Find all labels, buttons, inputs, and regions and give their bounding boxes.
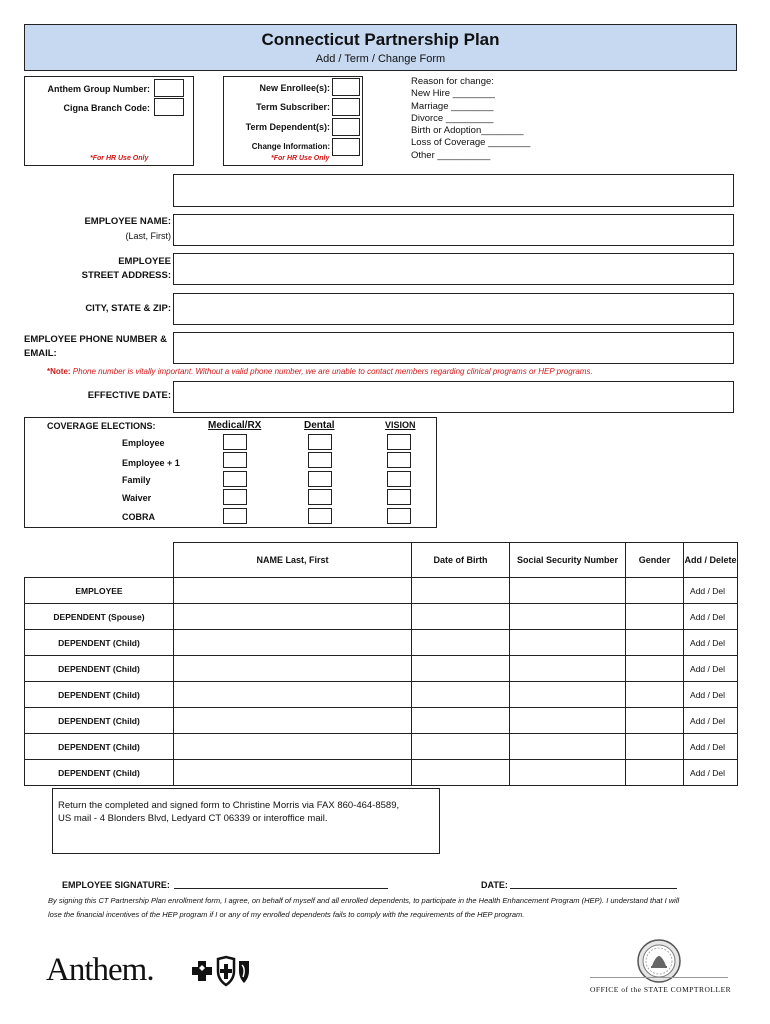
vision-employee-checkbox[interactable] — [387, 434, 411, 450]
effective-date-field[interactable] — [173, 381, 734, 413]
row-cobra: COBRA — [122, 512, 155, 522]
return-line-1: Return the completed and signed form to Christine Morris via FAX 860-464-8589, — [58, 800, 400, 811]
change-info-field[interactable] — [332, 138, 360, 156]
return-line-2: US mail - 4 Blonders Blvd, Ledyard CT 06339 or interoffice mail. — [58, 813, 328, 824]
blank-field[interactable] — [173, 174, 734, 207]
group-number-field[interactable] — [154, 79, 184, 97]
row-label-spouse: DEPENDENT (Spouse) — [25, 604, 174, 630]
col-dental: Dental — [304, 420, 335, 431]
reason-birth-adoption[interactable]: Birth or Adoption________ — [411, 125, 524, 137]
ssn-cell[interactable] — [510, 734, 626, 760]
blue-cross-shield-icon — [190, 955, 252, 987]
state-comptroller-wordmark: OFFICE of the STATE COMPTROLLER — [590, 985, 732, 994]
header-ssn: Social Security Number — [510, 543, 626, 578]
term-subscriber-field[interactable] — [332, 98, 360, 116]
add-del-cell[interactable]: Add / Del — [684, 656, 738, 682]
add-del-cell[interactable]: Add / Del — [684, 760, 738, 786]
gender-cell[interactable] — [626, 656, 684, 682]
phone-note-prefix: *Note: — [47, 367, 71, 376]
table-row — [25, 760, 738, 786]
row-employee-plus-one: Employee + 1 — [122, 458, 180, 468]
row-label-child: DEPENDENT (Child) — [25, 708, 174, 734]
name-cell[interactable] — [174, 604, 412, 630]
return-instructions — [58, 799, 399, 825]
dob-cell[interactable] — [412, 656, 510, 682]
phone-note — [47, 367, 593, 376]
employee-name-label: EMPLOYEE NAME: — [84, 216, 171, 227]
header-name: NAME Last, First — [174, 543, 412, 578]
table-corner — [25, 543, 174, 578]
branch-code-label: Cigna Branch Code: — [63, 103, 150, 113]
return-instructions-box — [52, 788, 440, 854]
name-cell[interactable] — [174, 734, 412, 760]
row-family: Family — [122, 475, 151, 485]
date-label: DATE: — [481, 880, 508, 890]
reason-for-change — [411, 76, 530, 162]
vision-cobra-checkbox[interactable] — [387, 508, 411, 524]
dob-cell[interactable] — [412, 708, 510, 734]
term-dependent-field[interactable] — [332, 118, 360, 136]
employee-name-sublabel: (Last, First) — [125, 231, 171, 241]
add-del-cell[interactable]: Add / Del — [684, 708, 738, 734]
term-subscriber-label: Term Subscriber: — [256, 102, 330, 112]
anthem-wordmark: Anthem. — [46, 952, 154, 988]
table-row — [25, 578, 738, 604]
reason-divorce[interactable]: Divorce _________ — [411, 112, 494, 124]
row-employee: Employee — [122, 438, 165, 448]
hr-use-only-note: *For HR Use Only — [90, 155, 149, 162]
name-cell[interactable] — [174, 760, 412, 786]
gender-cell[interactable] — [626, 682, 684, 708]
gender-cell[interactable] — [626, 760, 684, 786]
header-gender: Gender — [626, 543, 684, 578]
comptroller-rule — [590, 977, 728, 978]
phone-email-field[interactable] — [173, 332, 734, 364]
group-number-label: Anthem Group Number: — [47, 84, 150, 94]
row-label-child: DEPENDENT (Child) — [25, 656, 174, 682]
name-cell[interactable] — [174, 656, 412, 682]
dental-cobra-checkbox[interactable] — [308, 508, 332, 524]
vision-employee-plus-one-checkbox[interactable] — [387, 452, 411, 468]
medical-waiver-checkbox[interactable] — [223, 489, 247, 505]
form-title: Connecticut Partnership Plan — [261, 30, 500, 49]
row-label-child: DEPENDENT (Child) — [25, 682, 174, 708]
medical-employee-checkbox[interactable] — [223, 434, 247, 450]
ssn-cell[interactable] — [510, 604, 626, 630]
gender-cell[interactable] — [626, 578, 684, 604]
header-add-delete: Add / Delete — [684, 543, 738, 578]
reason-loss-coverage[interactable]: Loss of Coverage ________ — [411, 137, 531, 149]
reason-title: Reason for change: — [411, 76, 494, 87]
change-info-label: Change Information: — [251, 142, 330, 151]
phone-email-label-2: EMAIL: — [24, 348, 57, 359]
phone-email-label-1: EMPLOYEE PHONE NUMBER & — [24, 334, 168, 345]
add-del-cell[interactable]: Add / Del — [684, 630, 738, 656]
table-row — [25, 604, 738, 630]
dental-family-checkbox[interactable] — [308, 471, 332, 487]
medical-family-checkbox[interactable] — [223, 471, 247, 487]
form-subtitle: Add / Term / Change Form — [315, 53, 446, 65]
table-header-row — [25, 543, 738, 578]
add-del-cell[interactable]: Add / Del — [684, 734, 738, 760]
branch-code-field[interactable] — [154, 98, 184, 116]
dental-waiver-checkbox[interactable] — [308, 489, 332, 505]
reason-marriage[interactable]: Marriage ________ — [411, 100, 494, 112]
date-line[interactable] — [510, 876, 677, 889]
legal-text: By signing this CT Partnership Plan enrollment form, I agree, on behalf of myself and all enrolled dependents, to participate in the Health Enhancement Program (HEP). I understand that I will lose the financial incentives of the HEP program if I or any of my enrolled dependents fails to comply with the requirements of the HEP program. — [48, 896, 680, 919]
dob-cell[interactable] — [412, 682, 510, 708]
ssn-cell[interactable] — [510, 578, 626, 604]
city-state-zip-label: CITY, STATE & ZIP: — [85, 303, 171, 314]
name-cell[interactable] — [174, 630, 412, 656]
city-state-zip-field[interactable] — [173, 293, 734, 325]
add-del-cell[interactable]: Add / Del — [684, 578, 738, 604]
row-label-child: DEPENDENT (Child) — [25, 630, 174, 656]
ssn-cell[interactable] — [510, 630, 626, 656]
dependents-table — [24, 542, 738, 786]
table-row — [25, 630, 738, 656]
gender-cell[interactable] — [626, 708, 684, 734]
col-vision: VISION — [385, 420, 416, 430]
gender-cell[interactable] — [626, 734, 684, 760]
dob-cell[interactable] — [412, 604, 510, 630]
signature-line[interactable] — [174, 876, 388, 889]
add-del-cell[interactable]: Add / Del — [684, 682, 738, 708]
dob-cell[interactable] — [412, 734, 510, 760]
gender-cell[interactable] — [626, 604, 684, 630]
dental-employee-plus-one-checkbox[interactable] — [308, 452, 332, 468]
table-row — [25, 656, 738, 682]
header-dob: Date of Birth — [412, 543, 510, 578]
table-row — [25, 734, 738, 760]
ssn-cell[interactable] — [510, 760, 626, 786]
dob-cell[interactable] — [412, 630, 510, 656]
phone-note-text: Phone number is vitally important. Without a valid phone number, we are unable to contact members regarding clinical programs or HEP programs. — [70, 367, 593, 376]
reason-new-hire[interactable]: New Hire ________ — [411, 88, 495, 100]
anthem-logo — [46, 952, 154, 989]
hr-use-only-note-2: *For HR Use Only — [271, 155, 330, 162]
term-dependent-label: Term Dependent(s): — [245, 122, 330, 132]
new-enrollee-field[interactable] — [332, 78, 360, 96]
vision-waiver-checkbox[interactable] — [387, 489, 411, 505]
col-medical: Medical/RX — [208, 420, 262, 431]
name-cell[interactable] — [174, 578, 412, 604]
dob-cell[interactable] — [412, 578, 510, 604]
table-row — [25, 682, 738, 708]
table-row — [25, 708, 738, 734]
reason-other[interactable]: Other __________ — [411, 149, 491, 161]
medical-cobra-checkbox[interactable] — [223, 508, 247, 524]
ssn-cell[interactable] — [510, 656, 626, 682]
row-label-child: DEPENDENT (Child) — [25, 734, 174, 760]
medical-employee-plus-one-checkbox[interactable] — [223, 452, 247, 468]
street-address-label-1: EMPLOYEE — [118, 256, 171, 267]
row-label-child: DEPENDENT (Child) — [25, 760, 174, 786]
street-address-field[interactable] — [173, 253, 734, 285]
form-header — [24, 24, 737, 71]
new-enrollee-label: New Enrollee(s): — [259, 83, 330, 93]
vision-family-checkbox[interactable] — [387, 471, 411, 487]
dob-cell[interactable] — [412, 760, 510, 786]
add-del-cell[interactable]: Add / Del — [684, 604, 738, 630]
name-cell[interactable] — [174, 682, 412, 708]
row-waiver: Waiver — [122, 493, 152, 503]
ssn-cell[interactable] — [510, 682, 626, 708]
name-cell[interactable] — [174, 708, 412, 734]
ssn-cell[interactable] — [510, 708, 626, 734]
dental-employee-checkbox[interactable] — [308, 434, 332, 450]
street-address-label-2: STREET ADDRESS: — [81, 270, 171, 281]
signature-label: EMPLOYEE SIGNATURE: — [62, 880, 170, 890]
employee-name-field[interactable] — [173, 214, 734, 246]
coverage-title: COVERAGE ELECTIONS: — [47, 421, 156, 431]
gender-cell[interactable] — [626, 630, 684, 656]
effective-date-label: EFFECTIVE DATE: — [87, 390, 171, 401]
row-label-employee: EMPLOYEE — [25, 578, 174, 604]
